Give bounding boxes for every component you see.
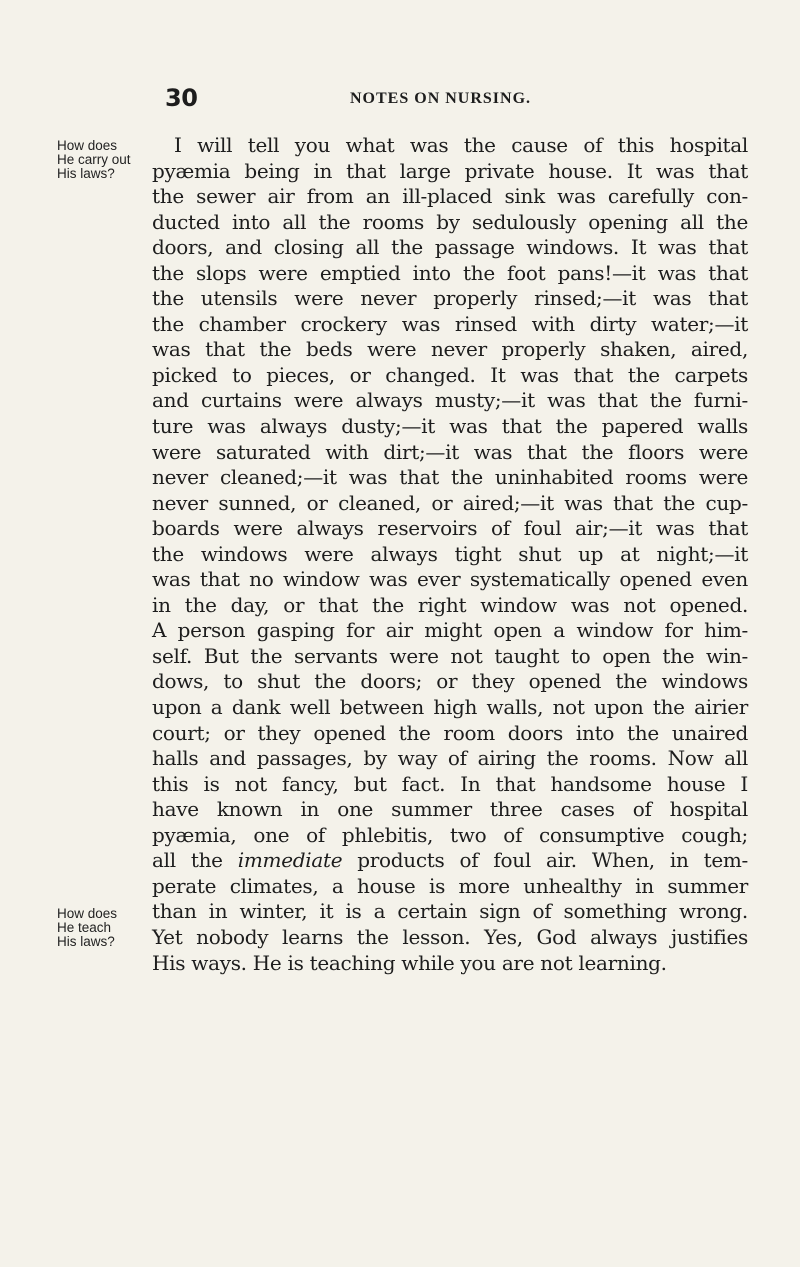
- page-number: 30: [165, 84, 198, 112]
- text-line: ducted into all the rooms by sedulously opening all the: [152, 209, 748, 234]
- text-line: pyæmia being in that large private house. It was that: [152, 158, 748, 183]
- text-line: pyæmia, one of phlebitis, two of consumptive cough;: [152, 822, 748, 847]
- text-line: halls and passages, by way of airing the rooms. Now all: [152, 746, 748, 771]
- text-line: perate climates, a house is more unhealthy in summer: [152, 873, 748, 898]
- text-line: court; or they opened the room doors into the unaired: [152, 720, 748, 745]
- text-line: ture was always dusty;—it was that the papered walls: [152, 414, 748, 439]
- margin-note-line: His laws?: [57, 166, 115, 181]
- margin-note-line: How does: [57, 138, 118, 153]
- margin-note-line: He carry out: [57, 152, 131, 167]
- text-line: self. But the servants were not taught to open the win-: [152, 643, 748, 668]
- text-line: in the day, or that the right window was not opened.: [152, 592, 748, 617]
- text-line: His ways. He is teaching while you are not learning.: [152, 950, 667, 975]
- text-line: were saturated with dirt;—it was that the floors were: [152, 439, 748, 464]
- text-line: the slops were emptied into the foot pans!—it was that: [152, 260, 748, 285]
- text-line: doors, and closing all the passage windows. It was that: [152, 235, 748, 260]
- text-line: Yet nobody learns the lesson. Yes, God always justifies: [152, 924, 748, 949]
- text-segment: all the: [152, 848, 223, 873]
- margin-note-teach: [57, 907, 157, 949]
- text-line: never cleaned;—it was that the uninhabited rooms were: [152, 465, 748, 490]
- text-line-with-emphasis: [152, 848, 748, 874]
- text-line: than in winter, it is a certain sign of something wrong.: [152, 899, 748, 924]
- text-line: and curtains were always musty;—it was that the furni-: [152, 388, 748, 413]
- text-line: upon a dank well between high walls, not upon the airier: [152, 695, 748, 720]
- text-line: I will tell you what was the cause of this hospital: [174, 133, 748, 157]
- text-line: have known in one summer three cases of hospital: [152, 797, 748, 822]
- text-line: dows, to shut the doors; or they opened the windows: [152, 669, 748, 694]
- text-line: was that the beds were never properly shaken, aired,: [152, 337, 748, 362]
- text-line: boards were always reservoirs of foul air;—it was that: [152, 516, 748, 541]
- margin-note-line: He teach: [57, 920, 112, 935]
- text-line: this is not fancy, but fact. In that handsome house I: [152, 771, 748, 796]
- margin-note-line: How does: [57, 906, 118, 921]
- text-line: the utensils were never properly rinsed;—it was that: [152, 286, 748, 311]
- text-line: the chamber crockery was rinsed with dirty water;—it: [152, 311, 748, 336]
- emphasis-immediate: immediate: [237, 848, 343, 873]
- margin-note-line: His laws?: [57, 934, 115, 949]
- body-paragraph: [152, 133, 748, 976]
- running-head: [0, 84, 800, 114]
- margin-note-carry-out: [57, 139, 157, 181]
- text-segment: products of foul air. When, in tem-: [357, 848, 749, 873]
- text-line: never sunned, or cleaned, or aired;—it was that the cup-: [152, 490, 748, 515]
- text-line: was that no window was ever systematically opened even: [152, 567, 748, 592]
- text-line: A person gasping for air might open a window for him-: [152, 618, 748, 643]
- running-title: NOTES ON NURSING.: [350, 90, 532, 107]
- text-line: the sewer air from an ill-placed sink was carefully con-: [152, 184, 748, 209]
- text-line: picked to pieces, or changed. It was that the carpets: [152, 362, 748, 387]
- text-line: the windows were always tight shut up at night;—it: [152, 541, 748, 566]
